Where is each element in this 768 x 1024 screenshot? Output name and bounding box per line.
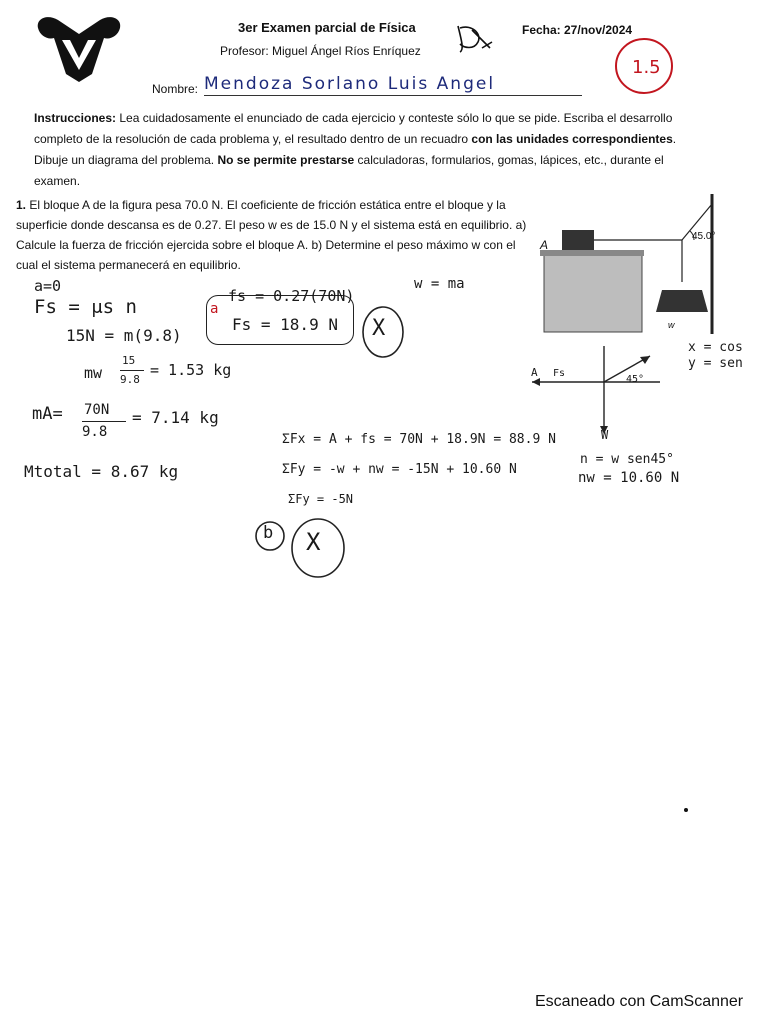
hw-ma-label: mA=: [32, 404, 63, 424]
student-name: Mendoza Sorlano Luis Angel: [204, 74, 496, 94]
figure-angle-label: 45.0°: [692, 231, 716, 242]
hw-box-a-line2: Fs = 18.9 N: [232, 315, 338, 334]
hw-normal-value: nw = 10.60 N: [578, 470, 680, 486]
hw-line-a0: a=0: [34, 277, 62, 295]
instructions-bold-2: No se permite prestarse: [217, 153, 355, 167]
exam-date: Fecha: 27/nov/2024: [522, 23, 633, 37]
fbd-label-a: A: [531, 366, 538, 379]
university-logo: [32, 14, 126, 84]
hw-box-a-label: a: [210, 301, 219, 317]
camscanner-watermark: Escaneado con CamScanner: [535, 993, 744, 1010]
instructions-paragraph: [34, 108, 706, 192]
hw-mark-x-b: X: [306, 528, 321, 556]
figure-w-label: w: [668, 320, 675, 330]
hw-line-friction-formula: Fs = μs n: [34, 296, 137, 318]
hw-ma-frac-bar: [82, 421, 126, 422]
problem-statement: [16, 195, 536, 275]
hw-mw-label: mw: [84, 364, 103, 382]
instructions-label: Instrucciones:: [34, 111, 117, 125]
hw-ma-den: 9.8: [82, 424, 108, 440]
hw-y-sen: y = sen: [688, 356, 743, 371]
problem-text: El bloque A de la figura pesa 70.0 N. El coeficiente de fricción estática entre el bloque y la superficie donde descansa es de 0.27. El peso w es de 15.0 N y el sistema está en equilibrio. a) Calcule la fuerza de fricción ejercida sobre el bloque A. b) Determine el peso máximo w con el cual el sistema permanecerá en equilibrio.: [16, 198, 527, 272]
hw-mark-x-a: X: [372, 316, 386, 341]
hw-line-mass-w: 15N = m(9.8): [66, 326, 182, 345]
hw-part-b-label: b: [263, 523, 274, 543]
hw-newton-second-law: w = ma: [414, 276, 465, 292]
problem-number: 1.: [16, 198, 27, 212]
professor-name: Profesor: Miguel Ángel Ríos Enríquez: [220, 44, 421, 58]
name-label: Nombre:: [152, 82, 199, 96]
fbd-label-angle: 45°: [626, 374, 645, 385]
free-body-diagram: [530, 340, 680, 440]
hw-normal-eq: n = w sen45°: [580, 452, 674, 467]
hw-total-mass: Mtotal = 8.67 kg: [24, 462, 179, 481]
exam-title: 3er Examen parcial de Física: [238, 20, 416, 35]
fbd-label-fs: Fs: [553, 368, 566, 379]
problem-figure: [536, 194, 752, 334]
hw-ma-num: 70N: [84, 402, 110, 418]
hw-mw-frac-bar: [120, 370, 144, 371]
instructions-text-2: . Dibuje un diagrama del problema.: [34, 132, 677, 167]
hw-sum-fy: ΣFy = -w + nw = -15N + 10.60 N: [282, 462, 517, 477]
score-value: 1.5: [632, 57, 661, 78]
name-underline: [204, 95, 582, 96]
hw-x-cos: x = cos: [688, 340, 743, 355]
stray-mark: [684, 808, 688, 812]
hw-sum-fy-2: ΣFy = -5N: [288, 492, 354, 506]
hw-mw-num: 15: [122, 354, 136, 367]
fbd-label-w: W: [601, 428, 609, 442]
signature-mark: [452, 22, 496, 56]
instructions-bold-1: con las unidades correspondientes: [471, 132, 673, 146]
hw-box-a-line1: fs = 0.27(70N): [228, 287, 355, 305]
hw-ma-result: = 7.14 kg: [132, 408, 219, 427]
instructions-text-1: Lea cuidadosamente el enunciado de cada ejercicio y conteste sólo lo que se pide. Escriba el desarrollo completo de la resolución de cada problema y, el resultado dentro de un recuadro: [34, 111, 673, 146]
figure-a-label: A: [540, 238, 549, 252]
hw-sum-fx: ΣFx = A + fs = 70N + 18.9N = 88.9 N: [282, 432, 556, 447]
hw-mw-den: 9.8: [120, 373, 140, 386]
instructions-text-3: calculadoras, formularios, gomas, lápices, etc., durante el examen.: [34, 153, 664, 188]
hw-mw-result: = 1.53 kg: [150, 361, 232, 379]
